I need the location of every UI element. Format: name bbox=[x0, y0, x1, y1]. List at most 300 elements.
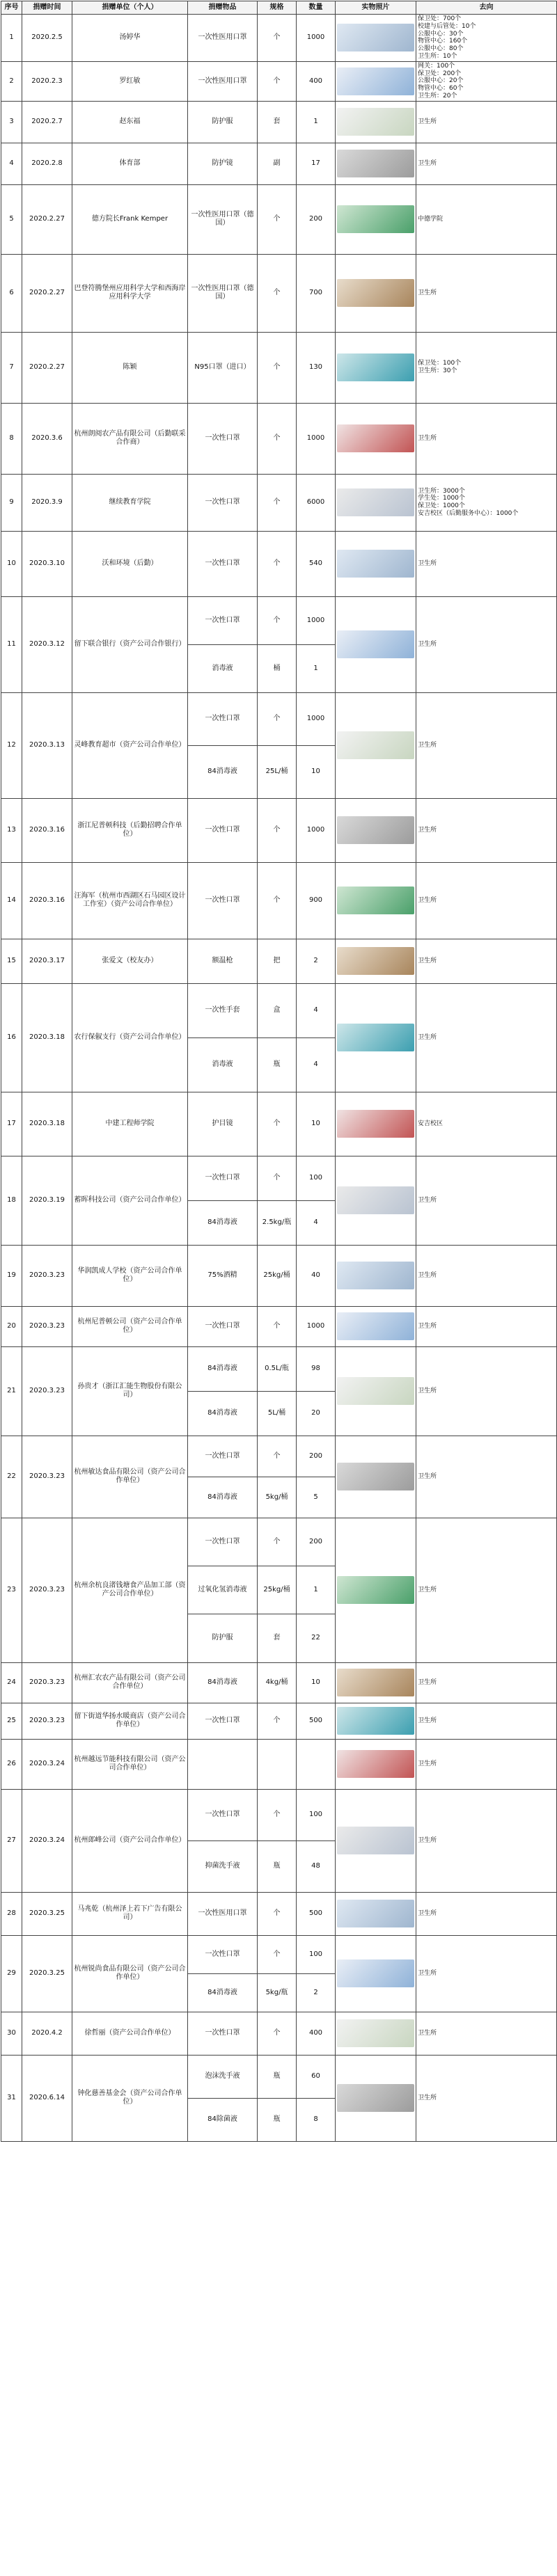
destination: 卫生所 bbox=[416, 531, 557, 596]
donor-name: 汪海军（杭州市西湖区石马园区设计工作室）（资产公司合作单位） bbox=[72, 862, 188, 939]
donor-name: 赵东福 bbox=[72, 101, 188, 143]
photo-image bbox=[337, 630, 414, 658]
donor-name: 张爱文（校友办） bbox=[72, 939, 188, 983]
column-header: 规格 bbox=[258, 1, 297, 15]
item-unit: 个 bbox=[258, 474, 297, 531]
item-name: 一次性口罩 bbox=[188, 1306, 258, 1346]
donation-date: 2020.3.9 bbox=[22, 474, 72, 531]
destination: 卫生所 bbox=[416, 403, 557, 474]
donation-date: 2020.3.23 bbox=[22, 1436, 72, 1518]
item-photo bbox=[336, 403, 416, 474]
photo-image bbox=[337, 887, 414, 914]
table-row bbox=[1, 1092, 557, 1156]
table-row bbox=[1, 596, 557, 644]
item-unit: 个 bbox=[258, 1436, 297, 1477]
photo-image bbox=[337, 816, 414, 844]
item-quantity: 10 bbox=[297, 1092, 336, 1156]
donor-name: 罗红敏 bbox=[72, 61, 188, 101]
row-number: 28 bbox=[1, 1892, 22, 1935]
item-quantity: 4 bbox=[297, 983, 336, 1037]
item-unit: 个 bbox=[258, 1518, 297, 1566]
photo-image bbox=[337, 1669, 414, 1696]
row-number: 16 bbox=[1, 983, 22, 1092]
donor-name: 华润凯成人学校（资产公司合作单位） bbox=[72, 1245, 188, 1306]
item-name: 84消毒液 bbox=[188, 1346, 258, 1391]
row-number: 17 bbox=[1, 1092, 22, 1156]
row-number: 30 bbox=[1, 2012, 22, 2055]
photo-image bbox=[337, 67, 414, 95]
table-row bbox=[1, 1662, 557, 1703]
photo-image bbox=[337, 353, 414, 381]
item-unit: 套 bbox=[258, 101, 297, 143]
item-unit: 个 bbox=[258, 1306, 297, 1346]
column-header: 捐赠时间 bbox=[22, 1, 72, 15]
row-number: 4 bbox=[1, 143, 22, 184]
photo-image bbox=[337, 1024, 414, 1051]
item-photo bbox=[336, 1518, 416, 1662]
item-photo bbox=[336, 474, 416, 531]
donation-date: 2020.2.27 bbox=[22, 254, 72, 332]
donor-name: 巴登符腾堡州应用科学大学和西海岸应用科学大学 bbox=[72, 254, 188, 332]
donor-name: 汤婷华 bbox=[72, 15, 188, 62]
item-quantity: 400 bbox=[297, 61, 336, 101]
table-row bbox=[1, 1739, 557, 1789]
column-header: 数量 bbox=[297, 1, 336, 15]
photo-image bbox=[337, 2019, 414, 2047]
row-number: 25 bbox=[1, 1703, 22, 1739]
donation-date: 2020.3.17 bbox=[22, 939, 72, 983]
table-row bbox=[1, 61, 557, 101]
row-number: 31 bbox=[1, 2055, 22, 2141]
table-row bbox=[1, 1436, 557, 1477]
table-row bbox=[1, 939, 557, 983]
destination: 卫生所 bbox=[416, 2012, 557, 2055]
item-quantity: 700 bbox=[297, 254, 336, 332]
donor-name: 继续教育学院 bbox=[72, 474, 188, 531]
destination: 卫生所 bbox=[416, 939, 557, 983]
table-row bbox=[1, 798, 557, 862]
item-unit: 个 bbox=[258, 1789, 297, 1840]
destination: 卫生所：3000个 学生处：1000个 保卫处：1000个 安吉校区（后勤服务中心）：1000个 bbox=[416, 474, 557, 531]
donation-date: 2020.3.12 bbox=[22, 596, 72, 692]
item-name: 84消毒液 bbox=[188, 1200, 258, 1245]
item-quantity: 5 bbox=[297, 1477, 336, 1518]
item-name: 一次性手套 bbox=[188, 983, 258, 1037]
item-name: 防护服 bbox=[188, 101, 258, 143]
donor-name: 杭州尼普顿公司（资产公司合作单位） bbox=[72, 1306, 188, 1346]
item-unit: 2.5kg/瓶 bbox=[258, 1200, 297, 1245]
donation-date: 2020.3.23 bbox=[22, 1306, 72, 1346]
destination: 卫生所 bbox=[416, 1892, 557, 1935]
donation-date: 2020.3.24 bbox=[22, 1789, 72, 1892]
item-quantity: 540 bbox=[297, 531, 336, 596]
item-photo bbox=[336, 596, 416, 692]
item-name: 一次性口罩 bbox=[188, 2012, 258, 2055]
donation-date: 2020.2.27 bbox=[22, 184, 72, 254]
photo-image bbox=[337, 1707, 414, 1735]
table-row bbox=[1, 143, 557, 184]
item-quantity: 500 bbox=[297, 1892, 336, 1935]
destination: 卫生所 bbox=[416, 2055, 557, 2141]
item-unit: 把 bbox=[258, 939, 297, 983]
photo-image bbox=[337, 1750, 414, 1778]
column-header: 捐赠物品 bbox=[188, 1, 258, 15]
item-quantity: 1000 bbox=[297, 15, 336, 62]
destination: 卫生所 bbox=[416, 1436, 557, 1518]
table-row bbox=[1, 15, 557, 62]
table-row bbox=[1, 184, 557, 254]
donation-date: 2020.3.23 bbox=[22, 1662, 72, 1703]
donor-name: 杭州朗阅农产品有限公司（后勤联采合作商） bbox=[72, 403, 188, 474]
donation-date: 2020.3.18 bbox=[22, 1092, 72, 1156]
destination: 卫生所 bbox=[416, 862, 557, 939]
item-quantity: 1000 bbox=[297, 596, 336, 644]
table-row bbox=[1, 1892, 557, 1935]
row-number: 20 bbox=[1, 1306, 22, 1346]
item-name: 一次性医用口罩 bbox=[188, 15, 258, 62]
table-row bbox=[1, 1306, 557, 1346]
item-photo bbox=[336, 1245, 416, 1306]
destination: 卫生所 bbox=[416, 1245, 557, 1306]
item-photo bbox=[336, 862, 416, 939]
photo-image bbox=[337, 205, 414, 233]
table-row bbox=[1, 692, 557, 745]
row-number: 29 bbox=[1, 1935, 22, 2012]
photo-image bbox=[337, 1186, 414, 1214]
item-photo bbox=[336, 1092, 416, 1156]
item-unit: 个 bbox=[258, 15, 297, 62]
item-name: 一次性口罩 bbox=[188, 1156, 258, 1200]
donor-name: 灵峰教育超市（资产公司合作单位） bbox=[72, 692, 188, 798]
donor-name: 杭州锐尚食品有限公司（资产公司合作单位） bbox=[72, 1935, 188, 2012]
item-unit: 副 bbox=[258, 143, 297, 184]
donor-name: 杭州敏达食品有限公司（资产公司合作单位） bbox=[72, 1436, 188, 1518]
item-unit: 25L/桶 bbox=[258, 745, 297, 798]
destination: 卫生所 bbox=[416, 1739, 557, 1789]
destination: 卫生所 bbox=[416, 1306, 557, 1346]
donor-name: 体育部 bbox=[72, 143, 188, 184]
item-unit: 个 bbox=[258, 184, 297, 254]
column-header: 序号 bbox=[1, 1, 22, 15]
item-photo bbox=[336, 1789, 416, 1892]
table-row bbox=[1, 983, 557, 1037]
item-unit: 瓶 bbox=[258, 2055, 297, 2098]
destination: 保卫处：700个 校建与后管处：10个 公服中心：30个 物管中心：160个 公服中心：80个 卫生所：10个 bbox=[416, 15, 557, 62]
item-photo bbox=[336, 1703, 416, 1739]
donation-date: 2020.4.2 bbox=[22, 2012, 72, 2055]
item-unit: 个 bbox=[258, 862, 297, 939]
item-quantity: 10 bbox=[297, 1662, 336, 1703]
item-photo bbox=[336, 184, 416, 254]
item-name: 84除菌液 bbox=[188, 2098, 258, 2141]
photo-image bbox=[337, 488, 414, 516]
item-name: 一次性口罩 bbox=[188, 531, 258, 596]
photo-image bbox=[337, 1110, 414, 1138]
table-row bbox=[1, 332, 557, 403]
item-unit: 个 bbox=[258, 596, 297, 644]
donation-date: 2020.3.25 bbox=[22, 1892, 72, 1935]
donation-date: 2020.2.8 bbox=[22, 143, 72, 184]
item-photo bbox=[336, 1346, 416, 1436]
row-number: 13 bbox=[1, 798, 22, 862]
item-unit: 0.5L/瓶 bbox=[258, 1346, 297, 1391]
destination: 卫生所 bbox=[416, 254, 557, 332]
table-row bbox=[1, 1518, 557, 1566]
item-name: 消毒液 bbox=[188, 644, 258, 692]
item-quantity: 1 bbox=[297, 1566, 336, 1614]
item-name: 一次性医用口罩 bbox=[188, 1892, 258, 1935]
row-number: 21 bbox=[1, 1346, 22, 1436]
photo-image bbox=[337, 731, 414, 759]
row-number: 1 bbox=[1, 15, 22, 62]
item-quantity: 1 bbox=[297, 644, 336, 692]
item-photo bbox=[336, 983, 416, 1092]
row-number: 2 bbox=[1, 61, 22, 101]
table-header-row bbox=[1, 1, 557, 15]
table-row bbox=[1, 862, 557, 939]
photo-image bbox=[337, 279, 414, 307]
table-row bbox=[1, 474, 557, 531]
table-row bbox=[1, 1346, 557, 1391]
item-unit: 个 bbox=[258, 2012, 297, 2055]
item-unit: 瓶 bbox=[258, 1037, 297, 1092]
photo-image bbox=[337, 1959, 414, 1987]
donation-date: 2020.2.7 bbox=[22, 101, 72, 143]
item-quantity: 2 bbox=[297, 939, 336, 983]
column-header: 捐赠单位（个人） bbox=[72, 1, 188, 15]
item-unit: 盒 bbox=[258, 983, 297, 1037]
photo-image bbox=[337, 1312, 414, 1340]
item-name: 泡沫洗手液 bbox=[188, 2055, 258, 2098]
item-name: 防护服 bbox=[188, 1614, 258, 1662]
item-name: 一次性医用口罩（德国） bbox=[188, 254, 258, 332]
row-number: 19 bbox=[1, 1245, 22, 1306]
item-quantity: 98 bbox=[297, 1346, 336, 1391]
item-name: 抑菌洗手液 bbox=[188, 1840, 258, 1892]
item-name: 一次性医用口罩（德国） bbox=[188, 184, 258, 254]
donor-name: 中建工程师学院 bbox=[72, 1092, 188, 1156]
item-quantity: 10 bbox=[297, 745, 336, 798]
destination: 卫生所 bbox=[416, 1662, 557, 1703]
donor-name: 农行保俶支行（资产公司合作单位） bbox=[72, 983, 188, 1092]
table-row bbox=[1, 531, 557, 596]
item-photo bbox=[336, 61, 416, 101]
photo-image bbox=[337, 1900, 414, 1927]
donation-date: 2020.3.18 bbox=[22, 983, 72, 1092]
item-quantity: 400 bbox=[297, 2012, 336, 2055]
destination: 卫生所 bbox=[416, 596, 557, 692]
item-photo bbox=[336, 2055, 416, 2141]
item-quantity: 4 bbox=[297, 1037, 336, 1092]
item-photo bbox=[336, 15, 416, 62]
destination: 卫生所 bbox=[416, 1703, 557, 1739]
item-quantity: 100 bbox=[297, 1935, 336, 1973]
item-photo bbox=[336, 143, 416, 184]
row-number: 8 bbox=[1, 403, 22, 474]
destination: 卫生所 bbox=[416, 101, 557, 143]
item-photo bbox=[336, 531, 416, 596]
table-row bbox=[1, 403, 557, 474]
item-photo bbox=[336, 692, 416, 798]
destination: 卫生所 bbox=[416, 1156, 557, 1245]
item-quantity: 130 bbox=[297, 332, 336, 403]
row-number: 26 bbox=[1, 1739, 22, 1789]
item-photo bbox=[336, 1739, 416, 1789]
item-name: 75%酒精 bbox=[188, 1245, 258, 1306]
destination: 网关：100个 保卫处：200个 公服中心：20个 物管中心：60个 卫生所：20个 bbox=[416, 61, 557, 101]
item-photo bbox=[336, 254, 416, 332]
item-unit: 个 bbox=[258, 692, 297, 745]
item-name: 消毒液 bbox=[188, 1037, 258, 1092]
destination: 卫生所 bbox=[416, 1346, 557, 1436]
item-name: 84消毒液 bbox=[188, 1973, 258, 2012]
row-number: 23 bbox=[1, 1518, 22, 1662]
donor-name: 蓄晖科技公司（资产公司合作单位） bbox=[72, 1156, 188, 1245]
item-quantity: 200 bbox=[297, 184, 336, 254]
item-photo bbox=[336, 1436, 416, 1518]
table-row bbox=[1, 1935, 557, 1973]
item-unit: 桶 bbox=[258, 644, 297, 692]
table-row bbox=[1, 254, 557, 332]
item-name: N95口罩（进口） bbox=[188, 332, 258, 403]
item-unit: 个 bbox=[258, 1892, 297, 1935]
item-quantity: 900 bbox=[297, 862, 336, 939]
donation-date: 2020.3.16 bbox=[22, 798, 72, 862]
item-name: 84消毒液 bbox=[188, 745, 258, 798]
photo-image bbox=[337, 424, 414, 452]
row-number: 22 bbox=[1, 1436, 22, 1518]
table-row bbox=[1, 1703, 557, 1739]
donation-date: 2020.3.10 bbox=[22, 531, 72, 596]
photo-image bbox=[337, 150, 414, 177]
destination: 卫生所 bbox=[416, 1935, 557, 2012]
item-unit: 瓶 bbox=[258, 1840, 297, 1892]
row-number: 15 bbox=[1, 939, 22, 983]
item-unit: 套 bbox=[258, 1614, 297, 1662]
item-quantity: 100 bbox=[297, 1789, 336, 1840]
row-number: 18 bbox=[1, 1156, 22, 1245]
item-unit: 瓶 bbox=[258, 2098, 297, 2141]
donor-name: 钟化慈善基金会（资产公司合作单位） bbox=[72, 2055, 188, 2141]
item-name: 84消毒液 bbox=[188, 1662, 258, 1703]
item-quantity: 4 bbox=[297, 1200, 336, 1245]
item-photo bbox=[336, 1156, 416, 1245]
destination: 卫生所 bbox=[416, 1789, 557, 1892]
donation-date: 2020.3.16 bbox=[22, 862, 72, 939]
item-quantity: 200 bbox=[297, 1436, 336, 1477]
destination: 卫生所 bbox=[416, 983, 557, 1092]
row-number: 10 bbox=[1, 531, 22, 596]
donation-date: 2020.6.14 bbox=[22, 2055, 72, 2141]
row-number: 11 bbox=[1, 596, 22, 692]
item-photo bbox=[336, 939, 416, 983]
item-photo bbox=[336, 101, 416, 143]
item-name: 一次性口罩 bbox=[188, 1703, 258, 1739]
donation-date: 2020.3.24 bbox=[22, 1739, 72, 1789]
donor-name: 留下联合银行（资产公司合作银行） bbox=[72, 596, 188, 692]
item-name: 一次性口罩 bbox=[188, 403, 258, 474]
item-quantity: 22 bbox=[297, 1614, 336, 1662]
table-row bbox=[1, 1789, 557, 1840]
donor-name: 杭州余杭良渚钱塘食产品加工部（资产公司合作单位） bbox=[72, 1518, 188, 1662]
item-quantity: 2 bbox=[297, 1973, 336, 2012]
donor-name: 杭州越远节能科技有限公司（资产公司合作单位） bbox=[72, 1739, 188, 1789]
item-unit: 个 bbox=[258, 254, 297, 332]
item-name bbox=[188, 1739, 258, 1789]
table-row bbox=[1, 1156, 557, 1200]
item-quantity: 20 bbox=[297, 1391, 336, 1436]
item-photo bbox=[336, 2012, 416, 2055]
table-row bbox=[1, 1245, 557, 1306]
item-unit: 个 bbox=[258, 798, 297, 862]
item-name: 84消毒液 bbox=[188, 1477, 258, 1518]
row-number: 5 bbox=[1, 184, 22, 254]
destination: 卫生所 bbox=[416, 143, 557, 184]
destination: 保卫处：100个 卫生所：30个 bbox=[416, 332, 557, 403]
item-name: 一次性口罩 bbox=[188, 1935, 258, 1973]
item-quantity: 6000 bbox=[297, 474, 336, 531]
item-quantity: 17 bbox=[297, 143, 336, 184]
item-name: 一次性口罩 bbox=[188, 798, 258, 862]
item-name: 一次性口罩 bbox=[188, 692, 258, 745]
item-name: 一次性口罩 bbox=[188, 1436, 258, 1477]
item-name: 一次性口罩 bbox=[188, 862, 258, 939]
item-unit: 个 bbox=[258, 1703, 297, 1739]
row-number: 24 bbox=[1, 1662, 22, 1703]
photo-image bbox=[337, 1262, 414, 1289]
photo-image bbox=[337, 24, 414, 51]
donation-date: 2020.3.13 bbox=[22, 692, 72, 798]
item-name: 护目镜 bbox=[188, 1092, 258, 1156]
photo-image bbox=[337, 1377, 414, 1405]
row-number: 14 bbox=[1, 862, 22, 939]
item-photo bbox=[336, 1935, 416, 2012]
item-quantity: 1000 bbox=[297, 692, 336, 745]
item-unit: 25kg/桶 bbox=[258, 1566, 297, 1614]
item-unit: 个 bbox=[258, 61, 297, 101]
item-quantity bbox=[297, 1739, 336, 1789]
donation-table bbox=[1, 1, 557, 2142]
donation-date: 2020.3.25 bbox=[22, 1935, 72, 2012]
item-quantity: 48 bbox=[297, 1840, 336, 1892]
item-unit: 个 bbox=[258, 332, 297, 403]
donor-name: 浙江尼普顿科技（后勤招聘合作单位） bbox=[72, 798, 188, 862]
item-photo bbox=[336, 1662, 416, 1703]
item-quantity: 60 bbox=[297, 2055, 336, 2098]
item-quantity: 200 bbox=[297, 1518, 336, 1566]
donation-date: 2020.3.23 bbox=[22, 1703, 72, 1739]
item-quantity: 40 bbox=[297, 1245, 336, 1306]
row-number: 7 bbox=[1, 332, 22, 403]
donor-name: 沃和环境（后勤） bbox=[72, 531, 188, 596]
row-number: 6 bbox=[1, 254, 22, 332]
photo-image bbox=[337, 1576, 414, 1604]
donor-name: 孙贵才（浙江汇能生物股份有限公司） bbox=[72, 1346, 188, 1436]
table-row bbox=[1, 101, 557, 143]
item-unit: 个 bbox=[258, 1156, 297, 1200]
item-quantity: 1 bbox=[297, 101, 336, 143]
item-unit: 个 bbox=[258, 1092, 297, 1156]
photo-image bbox=[337, 550, 414, 578]
photo-image bbox=[337, 108, 414, 136]
donor-name: 杭州汇农农产品有限公司（资产公司合作单位） bbox=[72, 1662, 188, 1703]
donation-date: 2020.2.5 bbox=[22, 15, 72, 62]
item-unit: 4kg/桶 bbox=[258, 1662, 297, 1703]
destination: 卫生所 bbox=[416, 1518, 557, 1662]
item-name: 额温枪 bbox=[188, 939, 258, 983]
item-quantity: 1000 bbox=[297, 1306, 336, 1346]
item-photo bbox=[336, 798, 416, 862]
